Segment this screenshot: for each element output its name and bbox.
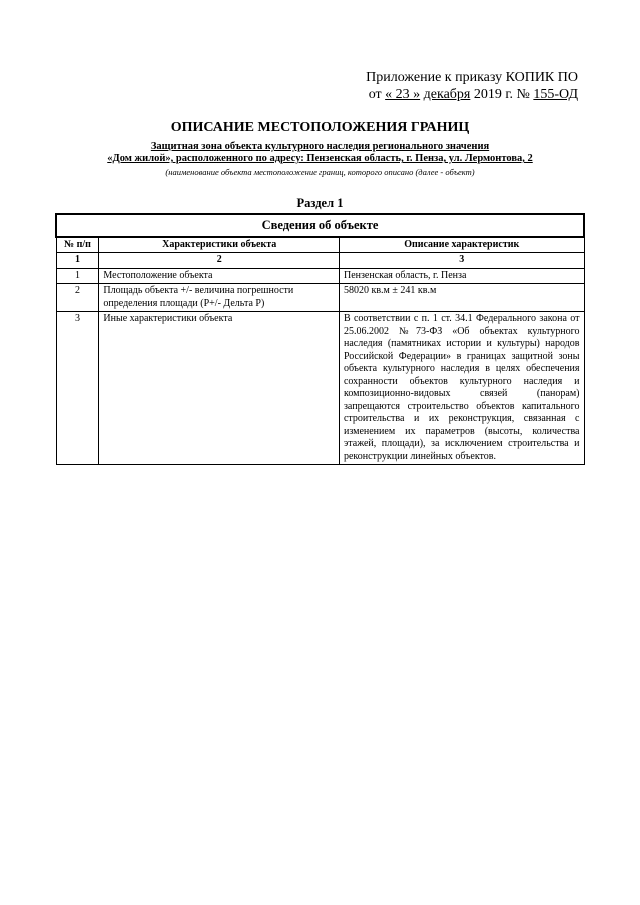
table-index-row (56, 253, 584, 269)
subject-line-1: Защитная зона объекта культурного наследия регионального значения (150, 141, 490, 152)
annex-number: 155-ОД (533, 87, 578, 102)
annex-day: « 23 » (385, 87, 421, 102)
row-description: В соответствии с п. 1 ст. 34.1 Федерального закона от 25.06.2002 №73-ФЗ «Об объектах культурного наследия (памятниках истории и культуры) народов Российской Федерации» в границах защитной зоны объекта культурного наследия в целях обеспечения сохранности объектов культурного наследия и композиционно-видовых связей (панорам) запрещаются строительство объектов капитального строительства и их реконструкция, связанная с изменением их параметров (высоты, количества этажей, площади), за исключением строительства и реконструкции линейных объектов. (339, 312, 584, 465)
table-row (56, 268, 584, 284)
row-number: 1 (56, 268, 99, 284)
header-characteristic: Характеристики объекта (99, 237, 340, 253)
table-header-row (56, 237, 584, 253)
header-description: Описание характеристик (339, 237, 584, 253)
row-description: 58020 кв.м ± 241 кв.м (339, 284, 584, 312)
annex-year: 2019 г. № (473, 87, 530, 102)
object-subject (0, 141, 640, 165)
table-caption: Сведения об объекте (56, 214, 584, 237)
annex-date-line (366, 86, 578, 103)
table-caption-row (56, 214, 584, 237)
row-characteristic: Местоположение объекта (99, 268, 340, 284)
row-characteristic: Площадь объекта +/- величина погрешности определения площади (Р+/- Дельта Р) (99, 284, 340, 312)
subject-line-2: «Дом жилой», расположенного по адресу: Пензенская область, г. Пенза, ул. Лермонтова, 2 (107, 153, 533, 164)
annex-prefix: от (368, 87, 382, 102)
index-cell: 1 (56, 253, 99, 269)
index-cell: 3 (339, 253, 584, 269)
row-characteristic: Иные характеристики объекта (99, 312, 340, 465)
annex-month: декабря (423, 87, 471, 102)
table-row (56, 284, 584, 312)
row-number: 3 (56, 312, 99, 465)
header-number: № п/п (56, 237, 99, 253)
index-cell: 2 (99, 253, 340, 269)
annex-order-line: Приложение к приказу КОПИК ПО (366, 70, 578, 85)
object-info-table (55, 213, 585, 465)
document-title: ОПИСАНИЕ МЕСТОПОЛОЖЕНИЯ ГРАНИЦ (170, 120, 470, 135)
row-number: 2 (56, 284, 99, 312)
annex-header (366, 69, 578, 103)
section-title: Раздел 1 (296, 196, 344, 210)
row-description: Пензенская область, г. Пенза (339, 268, 584, 284)
table-row (56, 312, 584, 465)
subject-note: (наименование объекта местоположение границ, которого описано (далее - объект) (165, 167, 475, 177)
